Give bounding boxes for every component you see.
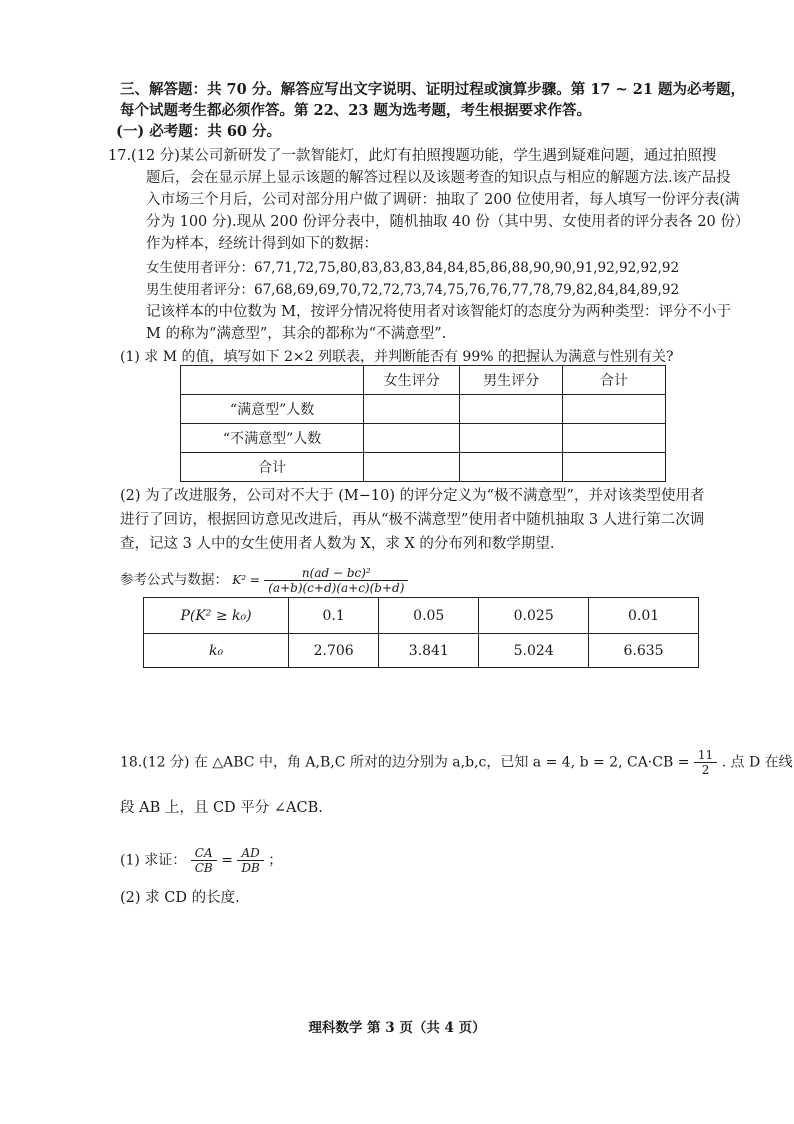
- q18-frac1-den: CB: [194, 861, 213, 875]
- table-cell: [460, 395, 563, 424]
- q18-part1-suffix: ；: [268, 852, 283, 869]
- table-cell: [563, 424, 666, 453]
- ref-row1-label: P(K² ≥ k₀): [144, 598, 289, 634]
- male-scores: 男生使用者评分：67,68,69,69,70,72,72,73,74,75,76,76,77,78,79,82,84,84,89,92: [146, 282, 680, 298]
- formula-fraction: [264, 566, 408, 595]
- q18-text: 18.(12 分) 在 △ABC 中，角 A,B,C 所对的边分别为 a,b,c，已知 a = 4, b = 2, CA·CB =: [120, 754, 690, 771]
- q18-part2: (2) 求 CD 的长度.: [120, 890, 240, 906]
- q18-part1: [120, 846, 282, 875]
- section-header-line2: 每个试题考生都必须作答。第 22、23 题为选考题，考生根据要求作答。: [120, 102, 591, 119]
- female-scores: 女生使用者评分：67,71,72,75,80,83,83,83,84,84,85,86,88,90,90,91,92,92,92,92: [146, 260, 680, 276]
- table-cell: [563, 453, 666, 482]
- q17-line3: 入市场三个月后，公司对部分用户做了调研：抽取了 200 位使用者，每人填写一份评分表(满: [146, 192, 740, 208]
- ref-k-value: 3.841: [379, 634, 479, 668]
- formula-denominator: (a+b)(c+d)(a+c)(b+d): [268, 581, 405, 595]
- ref-k-value: 5.024: [479, 634, 589, 668]
- q18-line1: [120, 748, 793, 777]
- table-cell: [364, 453, 460, 482]
- ref-p-value: 0.025: [479, 598, 589, 634]
- ref-row2-label: k₀: [144, 634, 289, 668]
- table-cell: [460, 424, 563, 453]
- formula-lhs: K² =: [232, 573, 260, 587]
- table-cell: [460, 453, 563, 482]
- ref-p-value: 0.01: [589, 598, 699, 634]
- q17-part2-line3: 查，记这 3 人中的女生使用者人数为 X，求 X 的分布列和数学期望.: [120, 536, 555, 552]
- ref-k-value: 6.635: [589, 634, 699, 668]
- reference-table: [143, 597, 699, 668]
- ref-p-value: 0.05: [379, 598, 479, 634]
- table-row-unsatisfied: “不满意型”人数: [181, 424, 364, 453]
- section-subheader: (一) 必考题：共 60 分。: [116, 123, 282, 140]
- q17-part2-line2: 进行了回访，根据回访意见改进后，再从“极不满意型”使用者中随机抽取 3 人进行第二次调: [120, 512, 705, 528]
- ref-p-value: 0.1: [289, 598, 379, 634]
- q18-frac-num: 11: [694, 748, 717, 763]
- table-header-male: 男生评分: [460, 366, 563, 395]
- q17-line2: 题后，会在显示屏上显示该题的解答过程以及该题考查的知识点与相应的解题方法.该产品投: [146, 170, 731, 186]
- table-header-corner: [181, 366, 364, 395]
- table-cell: [364, 424, 460, 453]
- section-header-line1: 三、解答题：共 70 分。解答应写出文字说明、证明过程或演算步骤。第 17 ~ 21 题为必考题，: [120, 81, 745, 98]
- ref-k-value: 2.706: [289, 634, 379, 668]
- page-footer: 理科数学 第 3 页（共 4 页）: [308, 1020, 486, 1036]
- q18-part1-prefix: (1) 求证：: [120, 852, 187, 869]
- formula: [120, 566, 408, 595]
- q18-frac2: [237, 846, 263, 875]
- q18-text-end: . 点 D 在线: [721, 754, 793, 771]
- q17-line5: 作为样本，经统计得到如下的数据：: [146, 236, 378, 252]
- median-line2: M 的称为“满意型”，其余的都称为“不满意型”.: [146, 326, 447, 342]
- q17-part2-line1: (2) 为了改进服务，公司对不大于 (M−10) 的评分定义为“极不满意型”，并对该类型使用者: [120, 488, 705, 504]
- table-cell: [364, 395, 460, 424]
- q18-line2: 段 AB 上，且 CD 平分 ∠ACB.: [120, 800, 323, 816]
- q18-equals: =: [221, 852, 233, 869]
- median-line1: 记该样本的中位数为 M，按评分情况将使用者对该智能灯的态度分为两种类型：评分不小于: [146, 304, 731, 320]
- q17-part1: (1) 求 M 的值，填写如下 2×2 列联表，并判断能否有 99% 的把握认为满意与性别有关?: [120, 349, 674, 365]
- table-row-satisfied: “满意型”人数: [181, 395, 364, 424]
- table-row-total: 合计: [181, 453, 364, 482]
- table-header-total: 合计: [563, 366, 666, 395]
- q17-line1: 17.(12 分)某公司新研发了一款智能灯，此灯有拍照搜题功能，学生遇到疑难问题，通过拍照搜: [108, 148, 717, 164]
- table-cell: [563, 395, 666, 424]
- formula-label: 参考公式与数据：: [120, 572, 228, 588]
- q18-frac2-num: AD: [237, 846, 263, 861]
- contingency-table: [180, 365, 666, 482]
- q18-frac1-num: CA: [191, 846, 217, 861]
- q18-frac2-den: DB: [241, 861, 260, 875]
- q18-frac-den: 2: [701, 763, 710, 777]
- q18-frac1: [191, 846, 217, 875]
- formula-numerator: n(ad − bc)²: [264, 566, 408, 581]
- table-header-female: 女生评分: [364, 366, 460, 395]
- q17-line4: 分为 100 分).现从 200 份评分表中，随机抽取 40 份（其中男、女使用者的评分表各 20 份）: [146, 214, 750, 230]
- q18-fraction: [694, 748, 717, 777]
